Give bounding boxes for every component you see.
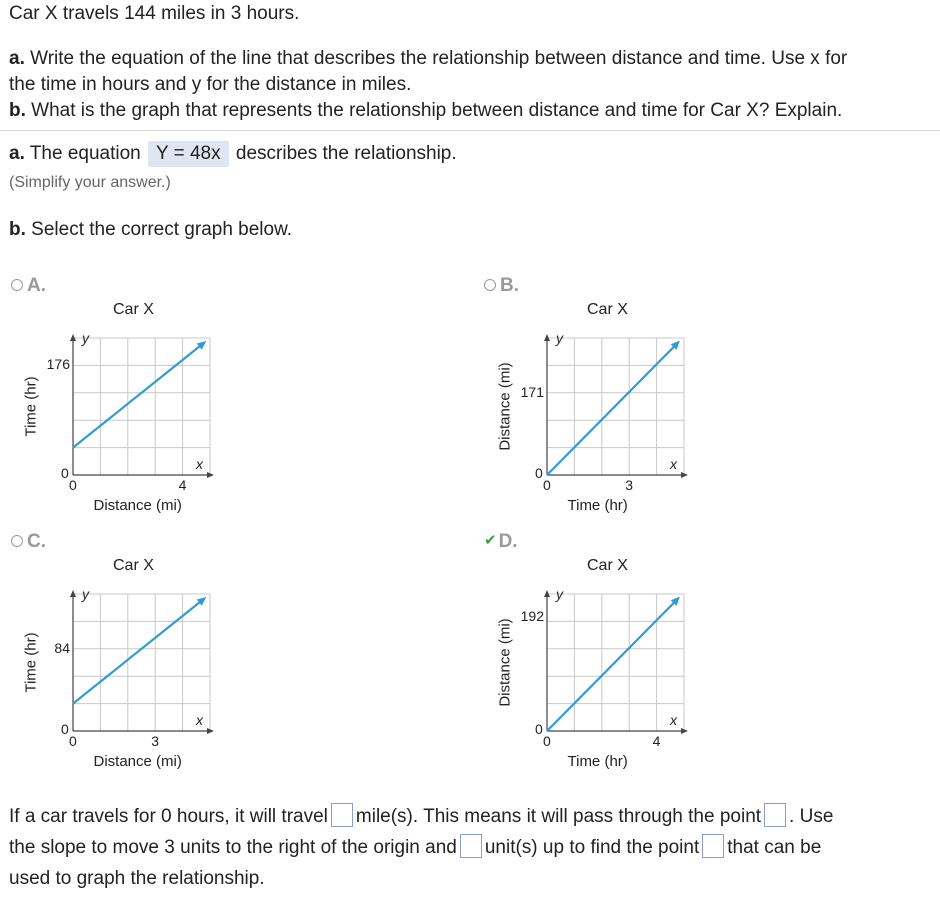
x-axis-letter: x bbox=[670, 712, 677, 728]
part-a-line1: Write the equation of the line that describes the relationship between distance and time. Use x for bbox=[30, 48, 848, 69]
explain-p6: that can be bbox=[727, 837, 822, 858]
check-icon: ✔ bbox=[484, 532, 497, 549]
choice-c[interactable] bbox=[11, 531, 46, 553]
y-axis-title: Distance (mi) bbox=[496, 617, 514, 707]
explain-p4: the slope to move 3 units to the right of the origin and bbox=[9, 837, 457, 858]
choice-d-letter: D. bbox=[498, 531, 518, 552]
graph-a bbox=[0, 295, 280, 535]
origin-y-label: 0 bbox=[535, 465, 543, 481]
x-axis-title: Time (hr) bbox=[567, 753, 628, 770]
miles-blank[interactable] bbox=[331, 803, 353, 827]
answer-b-text: Select the correct graph below. bbox=[31, 219, 293, 240]
series-line bbox=[73, 343, 203, 447]
origin-x-label: 0 bbox=[543, 733, 551, 749]
x-tick-label: 4 bbox=[178, 477, 187, 493]
equation-answer[interactable]: Y = 48x bbox=[148, 141, 229, 167]
y-axis-letter: y bbox=[82, 586, 89, 602]
x-axis-letter: x bbox=[196, 456, 203, 472]
y-axis-title: Time (hr) bbox=[22, 631, 40, 693]
explain-p7: used to graph the relationship. bbox=[9, 868, 265, 889]
choice-c-letter: C. bbox=[27, 531, 46, 552]
answer-b-label: b. bbox=[9, 219, 26, 240]
y-tick-label: 171 bbox=[520, 383, 544, 400]
graph-title: Car X bbox=[587, 301, 628, 318]
part-b-label: b. bbox=[9, 100, 26, 121]
x-axis-title: Distance (mi) bbox=[93, 497, 182, 514]
x-tick-label: 3 bbox=[625, 477, 633, 493]
origin-x-label: 0 bbox=[69, 477, 77, 493]
series-line bbox=[547, 599, 677, 731]
graph-d bbox=[474, 551, 754, 791]
graph-c bbox=[0, 551, 280, 791]
radio-b[interactable] bbox=[484, 279, 496, 291]
origin-y-label: 0 bbox=[535, 721, 543, 737]
origin-y-label: 0 bbox=[61, 465, 69, 481]
y-axis-letter: y bbox=[556, 586, 563, 602]
x-tick-label: 3 bbox=[151, 733, 159, 749]
part-b-question bbox=[9, 98, 842, 124]
explanation bbox=[9, 801, 939, 894]
problem-intro: Car X travels 144 miles in 3 hours. bbox=[9, 3, 300, 24]
y-axis-title: Distance (mi) bbox=[496, 361, 514, 451]
radio-a[interactable] bbox=[11, 279, 23, 291]
series-line bbox=[547, 343, 677, 475]
graph-title: Car X bbox=[587, 557, 628, 574]
origin-x-label: 0 bbox=[543, 477, 551, 493]
graph-b bbox=[474, 295, 754, 535]
y-tick-label: 192 bbox=[520, 608, 544, 625]
explain-p5: unit(s) up to find the point bbox=[484, 837, 700, 858]
simplify-hint: (Simplify your answer.) bbox=[9, 174, 171, 191]
explain-p3: . Use bbox=[789, 806, 834, 827]
units-up-blank[interactable] bbox=[460, 834, 482, 858]
y-axis-letter: y bbox=[82, 330, 89, 346]
explain-p1: If a car travels for 0 hours, it will travel bbox=[9, 806, 328, 827]
y-tick-label: 176 bbox=[46, 356, 70, 373]
choice-a-letter: A. bbox=[27, 275, 46, 296]
origin-y-label: 0 bbox=[61, 721, 69, 737]
part-a-label: a. bbox=[9, 48, 25, 69]
x-axis-letter: x bbox=[670, 456, 677, 472]
explain-p2: mile(s). This means it will pass through the point bbox=[355, 806, 762, 827]
part-a-line2: the time in hours and y for the distance in miles. bbox=[9, 74, 412, 95]
series-line bbox=[73, 599, 203, 703]
x-axis-title: Time (hr) bbox=[567, 497, 628, 514]
answer-a-before: The equation bbox=[29, 143, 141, 164]
answer-a-after: describes the relationship. bbox=[235, 143, 457, 164]
part-b-text: What is the graph that represents the relationship between distance and time for Car X? Explain. bbox=[31, 100, 843, 121]
second-point-blank[interactable] bbox=[702, 834, 724, 858]
origin-x-label: 0 bbox=[69, 733, 77, 749]
divider bbox=[0, 130, 940, 131]
graph-title: Car X bbox=[113, 301, 154, 318]
answer-a-label: a. bbox=[9, 143, 25, 164]
x-tick-label: 4 bbox=[652, 733, 661, 749]
answer-a bbox=[9, 141, 457, 167]
y-tick-label: 84 bbox=[54, 639, 70, 656]
part-a-question bbox=[9, 46, 939, 98]
radio-c[interactable] bbox=[11, 535, 23, 547]
answer-b bbox=[9, 217, 292, 243]
x-axis-title: Distance (mi) bbox=[93, 753, 182, 770]
choice-d[interactable] bbox=[484, 531, 518, 553]
y-axis-letter: y bbox=[556, 330, 563, 346]
x-axis-letter: x bbox=[196, 712, 203, 728]
choice-b-letter: B. bbox=[500, 275, 519, 296]
choice-b[interactable] bbox=[484, 275, 519, 297]
choice-a[interactable] bbox=[11, 275, 46, 297]
graph-title: Car X bbox=[113, 557, 154, 574]
point-blank[interactable] bbox=[764, 803, 786, 827]
y-axis-title: Time (hr) bbox=[22, 375, 40, 437]
